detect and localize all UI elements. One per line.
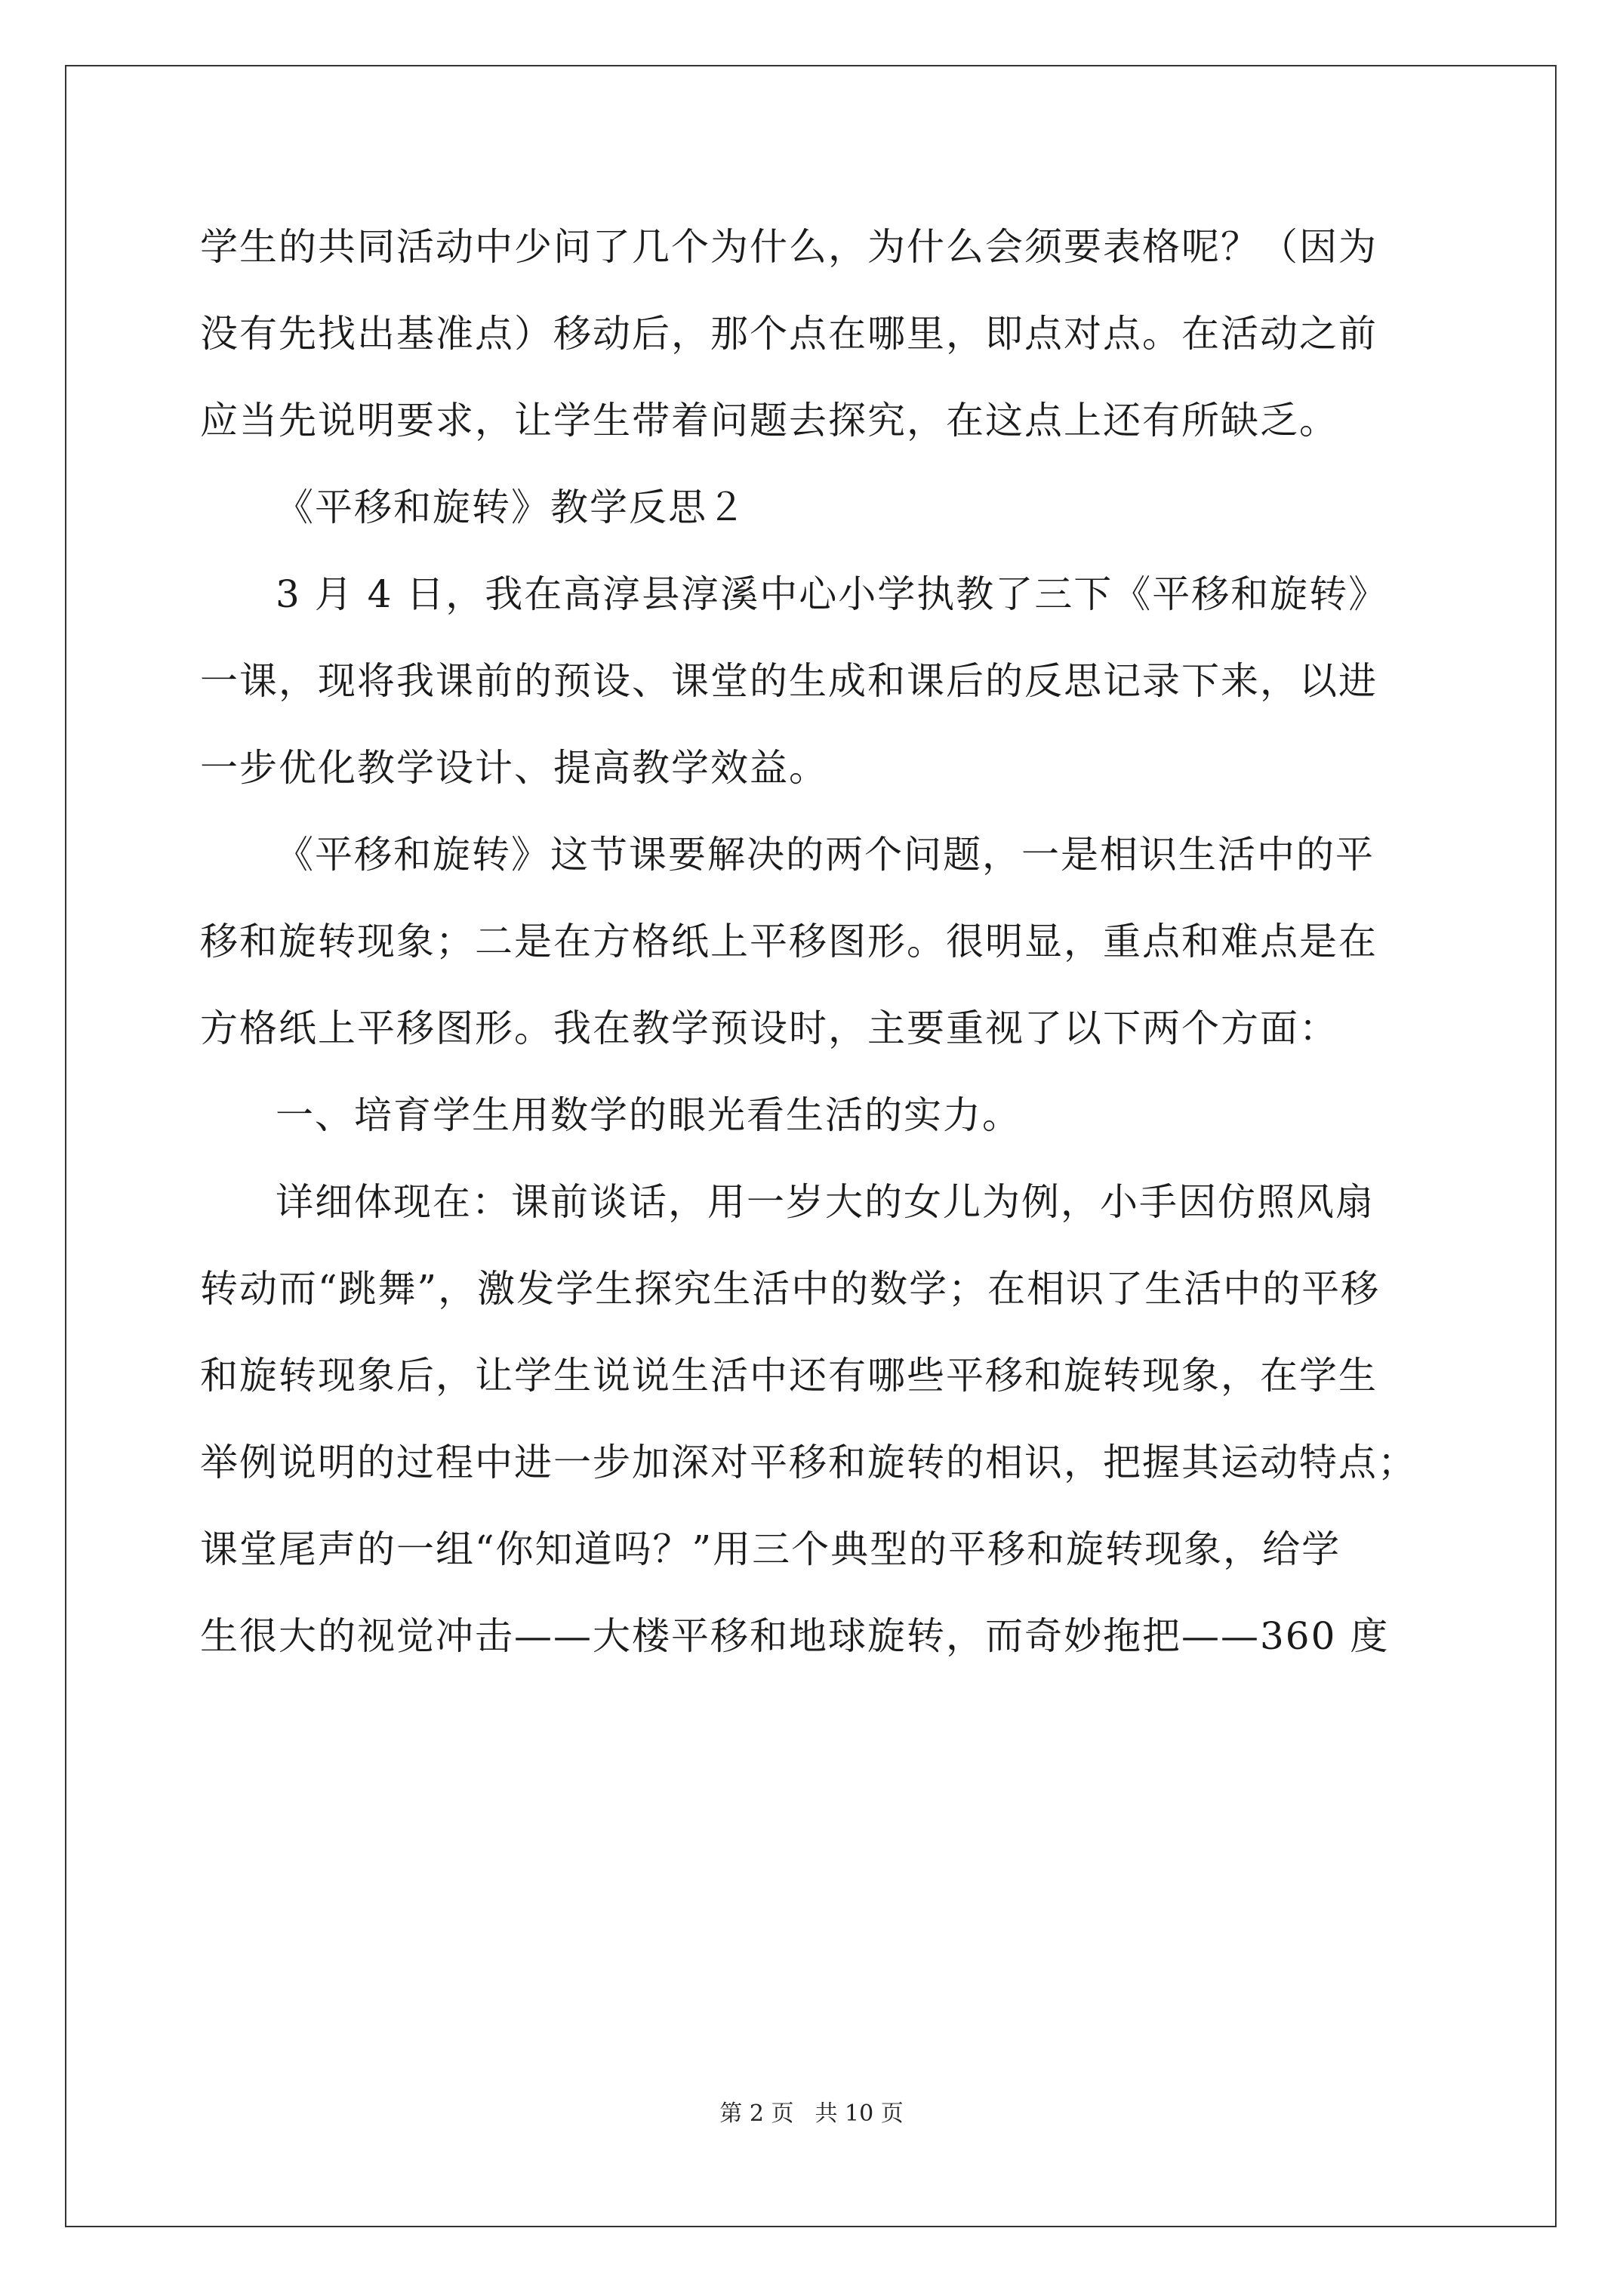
body-line: 一步优化教学设计、提高教学效益。 [200,746,828,790]
body-line: 没有先找出基准点）移动后，那个点在哪里，即点对点。在活动之前 [200,312,1378,356]
page-number: 第 2 页 [719,2100,794,2127]
body-line: 应当先说明要求，让学生带着问题去探究，在这点上还有所缺乏。 [200,399,1338,442]
body-line: 课堂尾声的一组“你知道吗？”用三个典型的平移和旋转现象，给学 [200,1527,1341,1571]
body-line: 《平移和旋转》这节课要解决的两个问题，一是相识生活中的平 [276,833,1375,877]
body-line: 学生的共同活动中少问了几个为什么，为什么会须要表格呢？（因为 [200,225,1378,269]
body-line: 举例说明的过程中进一步加深对平移和旋转的相识，把握其运动特点； [200,1441,1417,1484]
body-line: 3 月 4 日，我在高淳县淳溪中心小学执教了三下《平移和旋转》 [276,572,1388,616]
page-footer [0,2099,1623,2129]
page-total: 共 10 页 [815,2100,904,2127]
document-body [200,204,1438,1680]
body-line: 转动而“跳舞”，激发学生探究生活中的数学；在相识了生活中的平移 [200,1267,1381,1311]
body-line: 移和旋转现象；二是在方格纸上平移图形。很明显，重点和难点是在 [200,920,1378,963]
section-heading: 《平移和旋转》教学反思２ [276,485,747,529]
body-line: 一课，现将我课前的预设、课堂的生成和课后的反思记录下来，以进 [200,659,1378,703]
body-line: 详细体现在：课前谈话，用一岁大的女儿为例，小手因仿照风扇 [276,1180,1375,1224]
body-line: 方格纸上平移图形。我在教学预设时，主要重视了以下两个方面： [200,1006,1338,1050]
body-line: 生很大的视觉冲击——大楼平移和地球旋转，而奇妙拖把——360 度 [200,1614,1390,1658]
body-line: 和旋转现象后，让学生说说生活中还有哪些平移和旋转现象，在学生 [200,1354,1378,1398]
subheading: 一、培育学生用数学的眼光看生活的实力。 [276,1093,1021,1137]
